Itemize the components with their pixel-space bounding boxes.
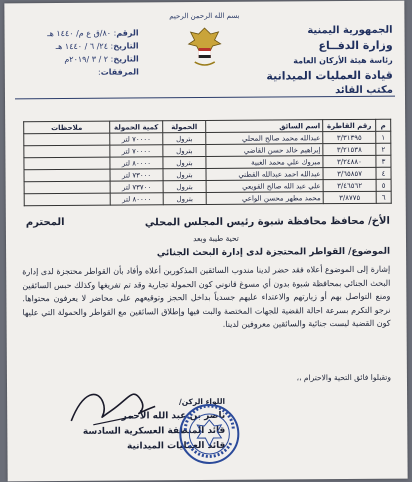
cell-truck-number: ٣/٣١٣٩٥	[323, 131, 376, 143]
col-quantity: كمية الحمولة	[110, 121, 163, 133]
ref-label: الرقم	[116, 28, 139, 38]
closing-line: وتقبلوا فائق التحية والاحترام ،،	[296, 372, 391, 383]
cell-driver-name: علي عبد الله صالح القويعي	[206, 180, 323, 193]
cell-notes	[24, 145, 110, 158]
ministry-name: وزارة الدفــاع	[318, 38, 393, 53]
official-stamp-icon	[177, 402, 241, 466]
cell-notes	[24, 157, 110, 170]
country-name: الجمهورية اليمنية	[307, 24, 393, 37]
cell-truck-number: ٣/٢١٥٣٨	[323, 143, 376, 155]
cell-quantity: ٨٠٠٠٠ لتر	[110, 193, 163, 205]
cell-index: ٦	[376, 191, 391, 203]
cell-cargo: بترول	[163, 132, 206, 144]
operations-command: قيادة العمليات الميدانية	[266, 68, 393, 83]
cell-quantity: ٨٠٠٠٠ لتر	[110, 157, 163, 169]
cell-quantity: ٧٣٧٠٠ لتر	[110, 181, 163, 193]
cell-driver-name: عبدالله احمد عبدالله القطني	[206, 168, 323, 181]
col-notes: ملاحظات	[24, 121, 110, 134]
cell-quantity: ٧٠٠٠٠ لتر	[110, 145, 163, 157]
reference-block: الرقم: ٨٠/ق ع م/ ١٤٤٠ هـ التاريخ: ٢٤/ ٦ / ١٤٤٠ هـ التاريخ: ٢ / ٣ /٢٠١٩م المرفقات:	[47, 28, 139, 77]
cell-index: ٣	[376, 155, 391, 167]
presidency-name: رئاسة هيئة الأركان العامة	[293, 55, 393, 66]
cell-driver-name: محمد مطهر محسن الواعي	[206, 192, 323, 205]
cell-truck-number: ٣/٢٤٨٨٠	[323, 155, 376, 167]
cell-cargo: بترول	[163, 156, 206, 168]
date-label-2: التاريخ	[113, 54, 139, 64]
ref-value: ٨٠/ق ع م/ ١٤٤٠ هـ	[47, 28, 112, 39]
signatory-name: ناصر بن عبد الله الأحمر	[121, 410, 226, 422]
eagle-emblem-icon	[184, 24, 224, 70]
attachments-label: المرفقات	[100, 67, 139, 77]
col-index: م	[376, 119, 391, 131]
cell-index: ٢	[376, 143, 391, 155]
cell-cargo: بترول	[163, 180, 206, 192]
letter-body: إشارة إلى الموضوع أعلاه فقد حضر لدينا مندوب السائقين المذكورين أعلاه وأفاد بأن القواطر محتجزة لدى إدارة البحث الجنائي بمحافظة شبوة بدون أي مسوغ قانوني كون الحمولة تجارية وقد تم تفريغها وكذلك حبس السائقين ومنع التواصل بهم أو زيارتهم والاعتداء عليهم جسدياً بداخل الحجز وتوقيعهم على محاضر لا يعرفون محتواها. نرجو التكرم بسرعة احالة القضية للجهات المختصة والبت فيها وإطلاق السائقين مع القواطر والحمولة التي عليها كون القضية ليست جنائية والسائقين معروفين لدينا.	[22, 264, 391, 330]
letterhead-right	[252, 23, 393, 99]
cell-notes	[24, 133, 110, 146]
cell-index: ١	[376, 131, 391, 143]
subject-line: الموضوع/ القواطر المحتجزة لدى إدارة البحث الجنائي	[156, 246, 391, 259]
office-name: مكتب القائد	[335, 84, 393, 97]
cell-driver-name: عبدالله محمد صالح المحلي	[206, 132, 323, 145]
cell-notes	[24, 169, 110, 182]
cell-index: ٥	[376, 179, 391, 191]
signatory-title-2: قائد العمليات الميدانية	[126, 440, 226, 452]
date-hijri: ٢٤/ ٦ / ١٤٤٠ هـ	[55, 41, 109, 52]
signatory-title-1: قائد المنطقة العسكرية السادسة	[82, 425, 226, 437]
cell-notes	[24, 193, 110, 206]
addressee-line: الأخ/ محافظ محافظة شبوة رئيس المجلس المحلي	[144, 215, 390, 229]
date-label: التاريخ	[113, 41, 139, 51]
signatory-rank: اللواء الركن/	[179, 396, 226, 407]
cell-truck-number: ٣/٨٧٧٥	[323, 191, 376, 203]
cell-quantity: ٧٣٠٠٠ لتر	[110, 169, 163, 181]
honorific: المحترم	[25, 216, 65, 229]
cell-index: ٤	[376, 167, 391, 179]
cell-cargo: بترول	[163, 168, 206, 180]
col-driver-name: اسم السائق	[206, 120, 323, 133]
cell-cargo: بترول	[163, 144, 206, 156]
cell-notes	[24, 181, 110, 194]
cell-truck-number: ٣/٦٥٨٥٧	[323, 167, 376, 179]
cell-cargo: بترول	[163, 192, 206, 204]
trucks-table	[23, 119, 392, 207]
basmala: بسم الله الرحمن الرحيم	[169, 11, 240, 21]
cell-truck-number: ٣/٤٦٥٦٢	[323, 179, 376, 191]
col-cargo: الحمولة	[163, 120, 206, 132]
date-gregorian: ٢ / ٣ /٢٠١٩م	[64, 54, 109, 64]
col-truck-number: رقم القاطرة	[323, 119, 376, 131]
cell-driver-name: إبراهيم خالد حسن القاضي	[206, 144, 323, 157]
letter-page	[4, 1, 407, 482]
greeting: تحية طيبة وبعد	[193, 233, 239, 244]
table-row	[24, 191, 391, 206]
cell-driver-name: مبروك علي محمد الغبية	[206, 156, 323, 169]
cell-quantity: ٧٠٠٠٠ لتر	[110, 133, 163, 145]
